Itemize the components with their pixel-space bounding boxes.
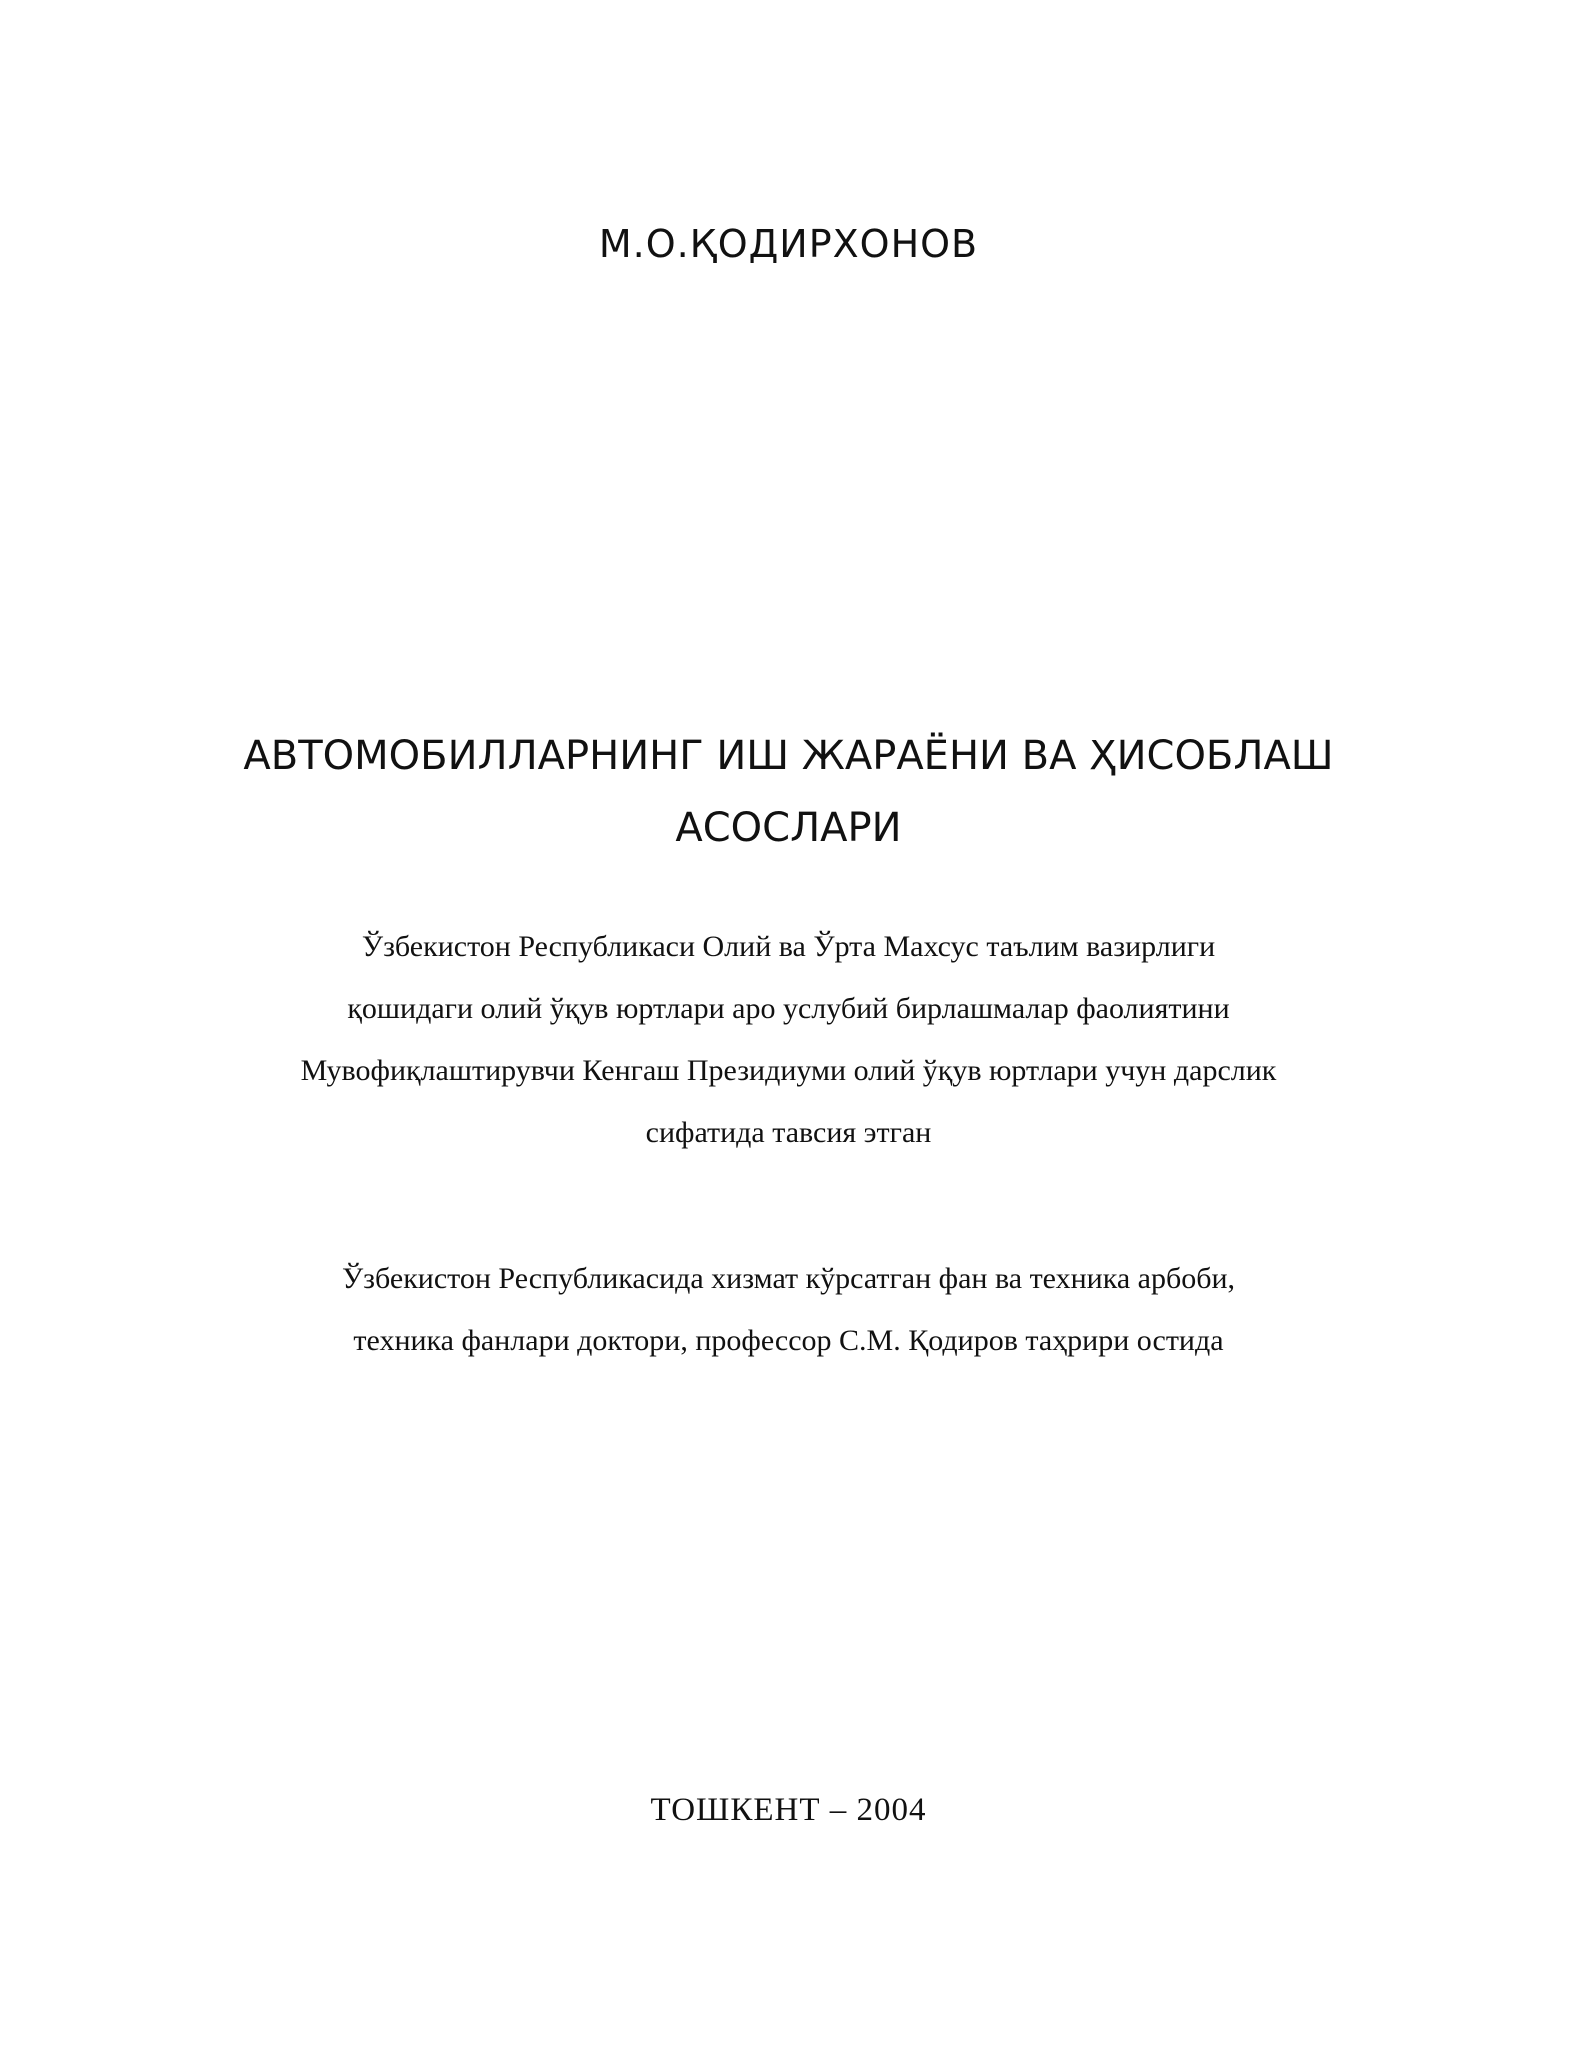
- book-title-line-2: АСОСЛАРИ: [675, 805, 902, 851]
- city-and-year: ТОШКЕНТ – 2004: [650, 1792, 927, 1828]
- approval-statement: [0, 916, 1577, 1164]
- approval-line-2: қошидаги олий ўқув юртлари аро услубий бирлашмалар фаолиятини: [347, 992, 1230, 1025]
- editor-statement: [0, 1248, 1577, 1372]
- author-name: М.О.ҚОДИРХОНОВ: [598, 222, 979, 266]
- book-title: [0, 720, 1577, 864]
- approval-line-1: Ўзбекистон Республикаси Олий ва Ўрта Махсус таълим вазирлиги: [361, 930, 1216, 963]
- book-title-line-1: АВТОМОБИЛЛАРНИНГ ИШ ЖАРАЁНИ ВА ҲИСОБЛАШ: [243, 733, 1334, 779]
- approval-line-4: сифатида тавсия этган: [645, 1116, 932, 1149]
- editor-line-1: Ўзбекистон Республикасида хизмат кўрсатган фан ва техника арбоби,: [341, 1262, 1236, 1295]
- editor-line-2: техника фанлари доктори, профессор С.М. Қодиров таҳрири остида: [353, 1324, 1224, 1357]
- approval-line-3: Мувофиқлаштирувчи Кенгаш Президиуми олий ўқув юртлари учун дарслик: [300, 1054, 1277, 1087]
